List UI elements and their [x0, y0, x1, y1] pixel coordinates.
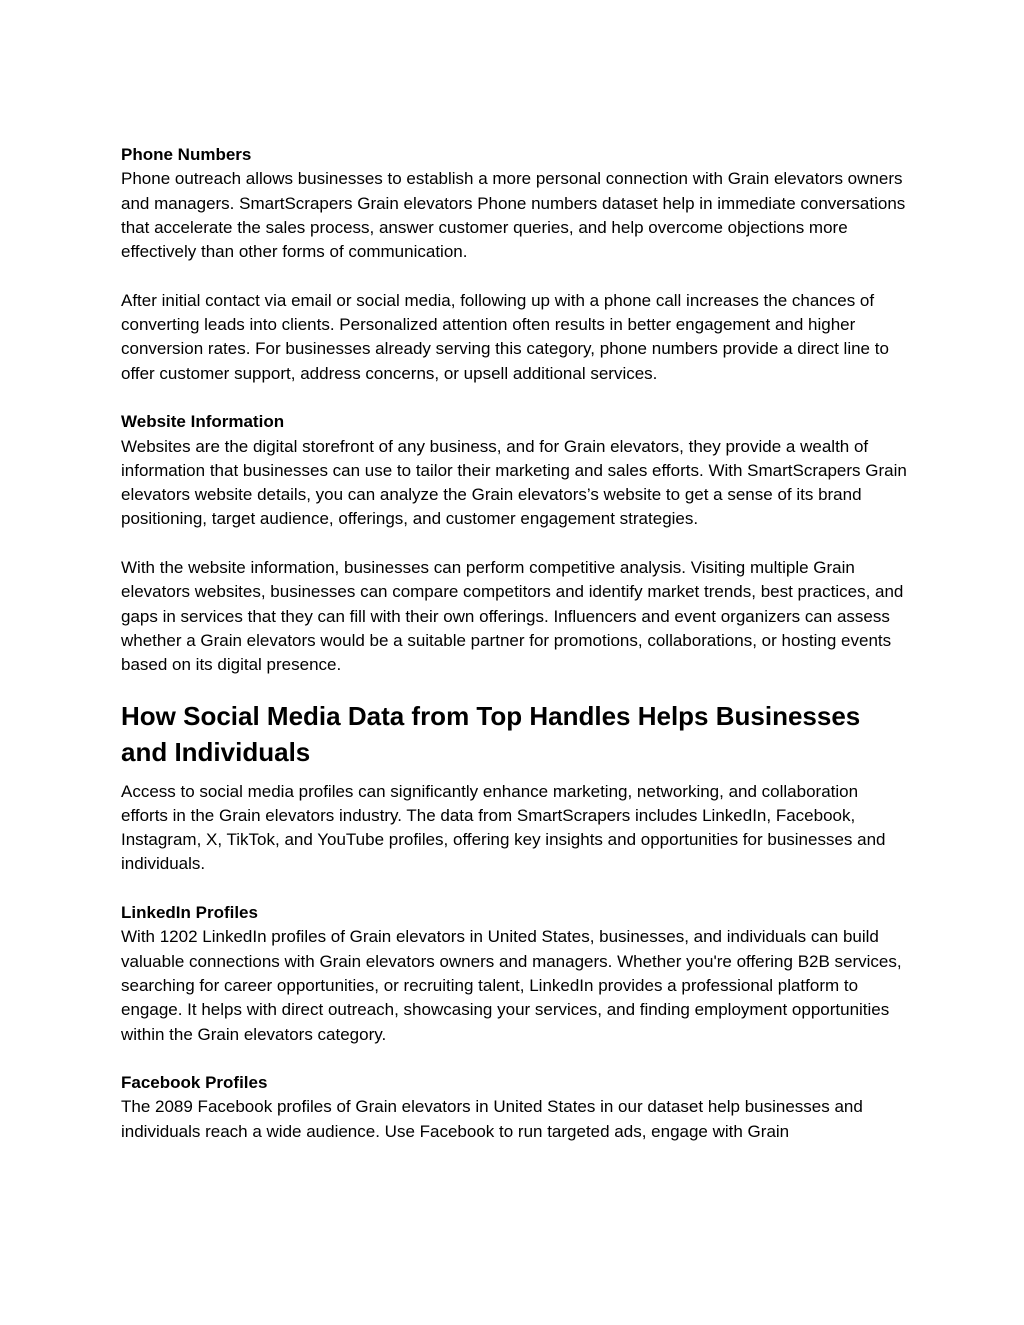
linkedin-paragraph: With 1202 LinkedIn profiles of Grain elevators in United States, businesses, and individuals can build valuable connections with Grain elevators owners and managers. Whether you're offering B2B services, searching for career opportunities, or recruiting talent, LinkedIn provides a professional platform to engage. It helps with direct outreach, showcasing your services, and finding employment opportunities within the Grain elevators category. [121, 927, 902, 1044]
facebook-profiles-heading: Facebook Profiles [121, 1073, 268, 1093]
spacer [121, 386, 907, 410]
phone-paragraph-2: After initial contact via email or social media, following up with a phone call increases the chances of converting leads into clients. Personalized attention often results in better engagement and higher conversion rates. For businesses already serving this category, phone numbers provide a direct line to offer customer support, address concerns, or upsell additional services. [121, 290, 889, 383]
spacer [121, 877, 907, 901]
phone-paragraph-1: Phone outreach allows businesses to establish a more personal connection with Grain elevators owners and managers. SmartScrapers Grain elevators Phone numbers dataset help in immediate conversations that accelerate the sales process, answer customer queries, and help overcome objections more effectively than other forms of communication. [121, 169, 906, 262]
linkedin-profiles-heading: LinkedIn Profiles [121, 903, 258, 923]
facebook-paragraph: The 2089 Facebook profiles of Grain elevators in United States in our dataset help businesses and individuals reach a wide audience. Use Facebook to run targeted ads, engage with Grain [121, 1097, 863, 1141]
website-paragraph-1: Websites are the digital storefront of any business, and for Grain elevators, they provide a wealth of information that businesses can use to tailor their marketing and sales efforts. With SmartScrapers Grain elevators website details, you can analyze the Grain elevators’s website to get a sense of its brand positioning, target audience, offerings, and customer engagement strategies. [121, 436, 907, 529]
website-paragraph-2: With the website information, businesses can perform competitive analysis. Visiting multiple Grain elevators websites, businesses can compare competitors and identify market trends, best practices, and gaps in services that they can fill with their own offerings. Influencers and event organizers can assess whether a Grain elevators would be a suitable partner for promotions, collaborations, or hosting events based on its digital presence. [121, 558, 904, 675]
spacer [121, 264, 907, 288]
website-information-heading: Website Information [121, 412, 285, 432]
social-media-intro: Access to social media profiles can significantly enhance marketing, networking, and collaboration efforts in the Grain elevators industry. The data from SmartScrapers includes LinkedIn, Facebook, Instagram, X, TikTok, and YouTube profiles, offering key insights and opportunities for businesses and individuals. [121, 781, 886, 874]
spacer [121, 1047, 907, 1071]
social-media-heading: How Social Media Data from Top Handles Helps Businesses and Individuals [121, 700, 861, 767]
phone-numbers-heading: Phone Numbers [121, 145, 252, 164]
spacer [121, 532, 907, 556]
document-page [121, 143, 907, 1144]
